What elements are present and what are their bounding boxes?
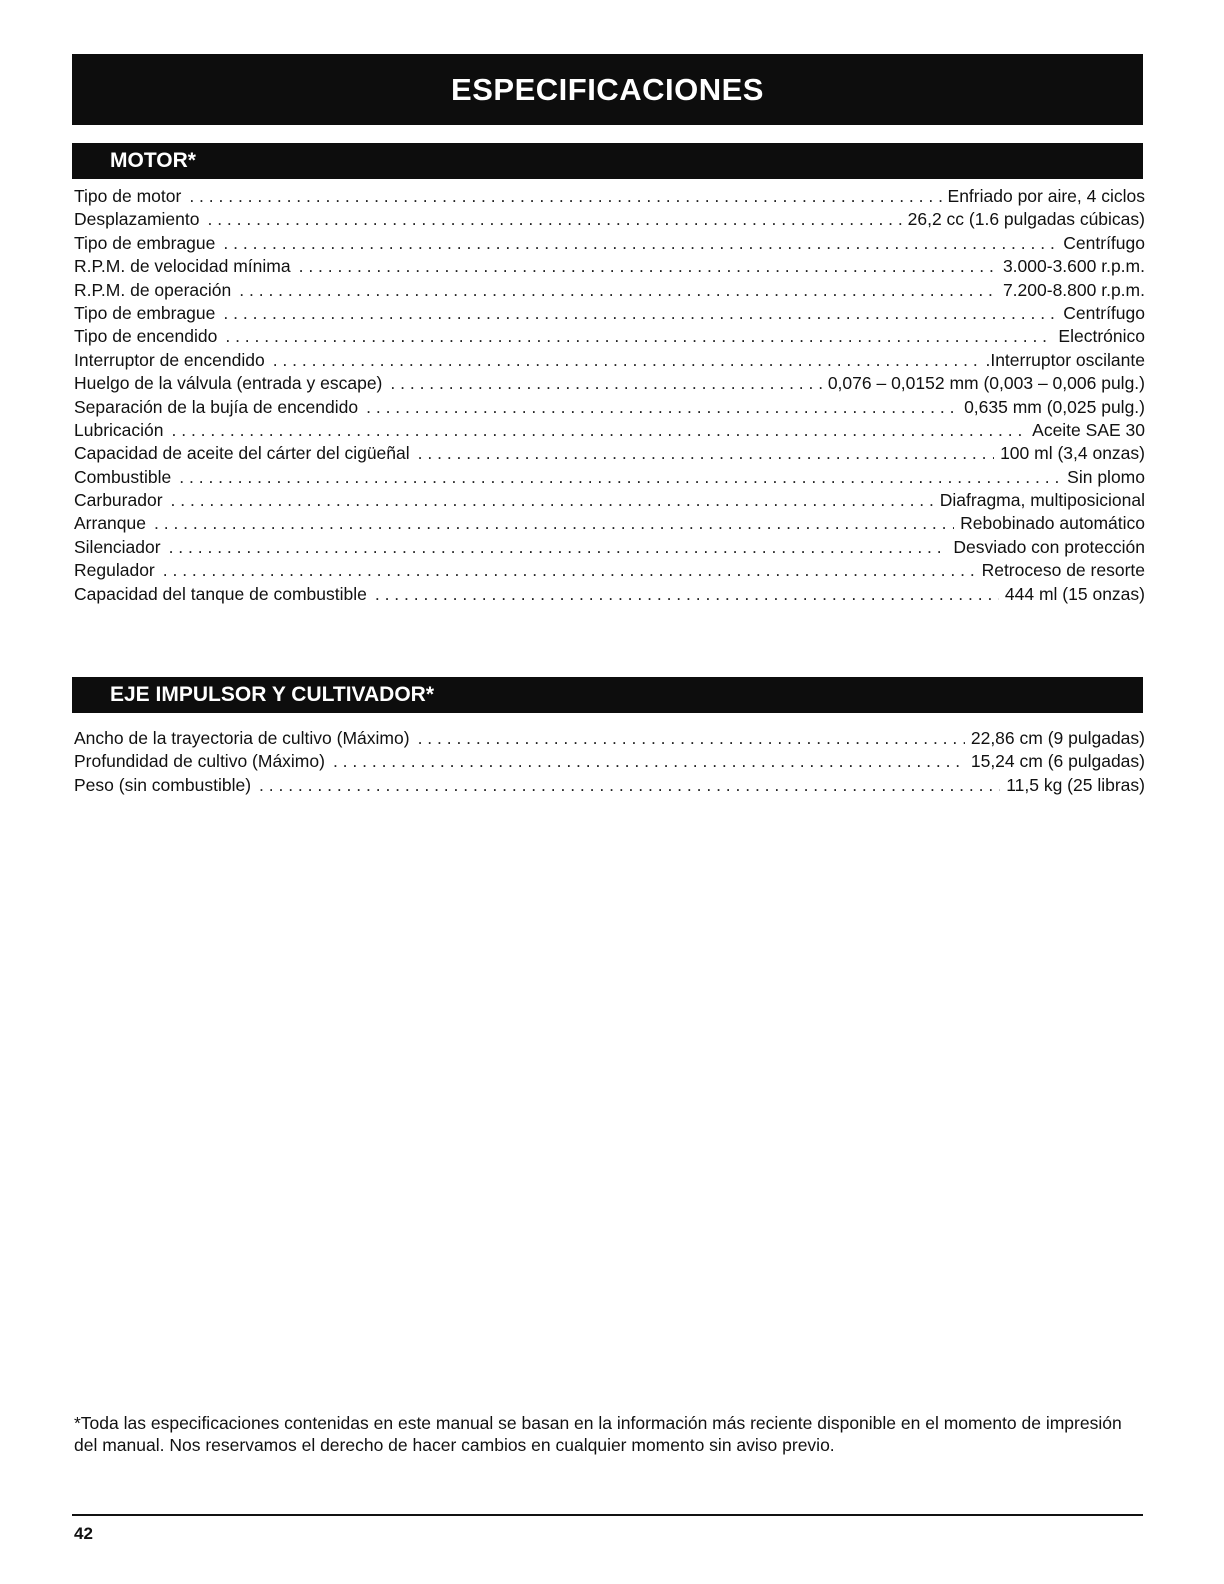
spec-value: 444 ml (15 onzas) <box>1004 583 1145 604</box>
spec-label: Lubricación <box>74 419 164 440</box>
spec-label: Tipo de motor <box>74 186 182 206</box>
page-title: ESPECIFICACIONES <box>451 71 764 107</box>
spec-row <box>74 396 1145 419</box>
spec-row <box>74 279 1145 302</box>
dot-leader <box>189 185 941 208</box>
dot-leader <box>418 727 965 750</box>
spec-label: Separación de la bujía de encendido <box>74 396 359 417</box>
spec-row <box>74 325 1145 348</box>
spec-value: Aceite SAE 30 <box>1032 419 1145 440</box>
spec-label: Capacidad de aceite del cárter del cigüeñal <box>74 443 410 464</box>
dot-leader <box>366 396 958 419</box>
dot-leader <box>259 774 1000 797</box>
dot-leader <box>273 349 980 372</box>
spec-value: 100 ml (3,4 onzas) <box>1000 443 1145 464</box>
dot-leader <box>172 419 1027 442</box>
spec-label: Profundidad de cultivo (Máximo) <box>74 751 325 772</box>
page-number: 42 <box>74 1524 93 1543</box>
spec-value: Diafragma, multiposicional <box>939 490 1145 511</box>
dot-leader <box>207 208 901 231</box>
spec-row <box>74 727 1145 750</box>
spec-list-motor <box>74 185 1145 606</box>
spec-row <box>74 232 1145 255</box>
spec-label: Peso (sin combustible) <box>74 774 252 795</box>
spec-row <box>74 750 1145 773</box>
dot-leader <box>179 466 1061 489</box>
spec-value: Sin plomo <box>1067 466 1145 487</box>
spec-label: Silenciador <box>74 536 161 557</box>
spec-value: Centrífugo <box>1063 232 1145 253</box>
spec-row <box>74 302 1145 325</box>
dot-leader <box>375 583 999 606</box>
spec-label: Tipo de encendido <box>74 326 218 347</box>
spec-label: R.P.M. de velocidad mínima <box>74 256 291 277</box>
dot-leader <box>163 559 976 582</box>
spec-value: 11,5 kg (25 libras) <box>1006 774 1145 795</box>
section-heading-motor: MOTOR* <box>110 149 196 172</box>
spec-value: Centrífugo <box>1063 302 1145 323</box>
spec-value: Retroceso de resorte <box>981 560 1145 581</box>
dot-leader <box>171 489 934 512</box>
spec-label: Arranque <box>74 513 146 534</box>
spec-value: Desviado con protección <box>953 536 1145 557</box>
spec-row <box>74 512 1145 535</box>
spec-value: 15,24 cm (6 pulgadas) <box>970 751 1145 772</box>
spec-value: Electrónico <box>1058 326 1145 347</box>
spec-row <box>74 372 1145 395</box>
spec-label: Huelgo de la válvula (entrada y escape) <box>74 373 383 394</box>
spec-row <box>74 774 1145 797</box>
spec-row <box>74 185 1145 208</box>
spec-value: .Interruptor oscilante <box>985 349 1145 370</box>
dot-leader <box>223 232 1057 255</box>
dot-leader <box>154 512 954 535</box>
dot-leader <box>169 536 948 559</box>
spec-label: Regulador <box>74 560 155 581</box>
spec-row <box>74 536 1145 559</box>
spec-row <box>74 419 1145 442</box>
spec-label: Tipo de embrague <box>74 232 216 253</box>
spec-row <box>74 255 1145 278</box>
spec-label: Combustible <box>74 466 172 487</box>
spec-list-eje <box>74 727 1145 797</box>
spec-value: 0,635 mm (0,025 pulg.) <box>964 396 1145 417</box>
dot-leader <box>239 279 997 302</box>
dot-leader <box>333 750 965 773</box>
spec-label: Capacidad del tanque de combustible <box>74 583 367 604</box>
spec-value: 22,86 cm (9 pulgadas) <box>970 728 1145 748</box>
spec-label: Carburador <box>74 490 163 511</box>
spec-row <box>74 583 1145 606</box>
footer-rule <box>72 1514 1143 1516</box>
section-header-motor <box>72 143 1143 179</box>
title-banner <box>72 54 1143 125</box>
dot-leader <box>390 372 821 395</box>
spec-row <box>74 559 1145 582</box>
spec-label: Interruptor de encendido <box>74 349 265 370</box>
spec-value: 7.200-8.800 r.p.m. <box>1002 279 1145 300</box>
spec-label: Desplazamiento <box>74 209 200 230</box>
spec-label: R.P.M. de operación <box>74 279 232 300</box>
spec-value: Enfriado por aire, 4 ciclos <box>947 186 1145 206</box>
dot-leader <box>299 255 997 278</box>
dot-leader <box>418 442 994 465</box>
footnote: *Toda las especificaciones contenidas en este manual se basan en la información más reciente disponible en el momento de impresión del manual. Nos reservamos el derecho de hacer cambios en cualquier momento sin aviso previo. <box>74 1413 1122 1455</box>
spec-row <box>74 442 1145 465</box>
section-header-eje <box>72 677 1143 713</box>
spec-row <box>74 208 1145 231</box>
spec-value: Rebobinado automático <box>960 513 1145 534</box>
spec-row <box>74 349 1145 372</box>
spec-row <box>74 466 1145 489</box>
spec-value: 26,2 cc (1.6 pulgadas cúbicas) <box>907 209 1145 230</box>
dot-leader <box>223 302 1057 325</box>
section-heading-eje: EJE IMPULSOR Y CULTIVADOR* <box>110 683 434 706</box>
spec-value: 3.000-3.600 r.p.m. <box>1002 256 1145 277</box>
spec-label: Ancho de la trayectoria de cultivo (Máximo) <box>74 728 410 748</box>
dot-leader <box>225 325 1052 348</box>
spec-label: Tipo de embrague <box>74 302 216 323</box>
spec-row <box>74 489 1145 512</box>
spec-value: 0,076 – 0,0152 mm (0,003 – 0,006 pulg.) <box>827 373 1145 394</box>
